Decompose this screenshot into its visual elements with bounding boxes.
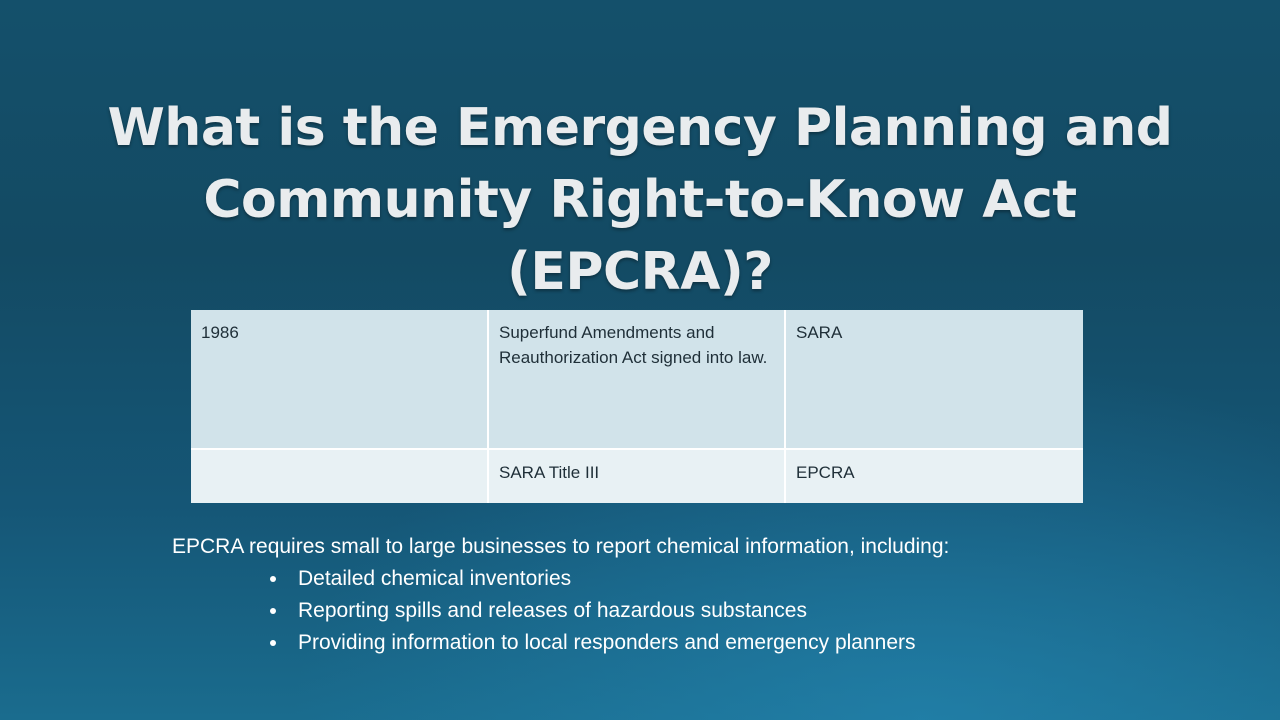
sara-epcra-table (191, 310, 1083, 503)
bullet-list (172, 563, 1172, 659)
title-line-2: Community Right-to-Know Act (203, 170, 1077, 230)
table-row (191, 310, 1083, 449)
bullet-icon (270, 608, 276, 614)
table-cell-year: 1986 (191, 310, 488, 449)
slide-title (90, 92, 1190, 308)
table-cell-title: SARA Title III (488, 449, 785, 503)
table-cell-acronym: EPCRA (785, 449, 1083, 503)
list-item-text: Providing information to local responders and emergency planners (298, 631, 916, 654)
intro-paragraph: EPCRA requires small to large businesses to report chemical information, including: (172, 535, 950, 558)
table-cell-acronym: SARA (785, 310, 1083, 449)
list-item (268, 627, 1172, 659)
list-item-text: Reporting spills and releases of hazardous substances (298, 599, 807, 622)
list-item-text: Detailed chemical inventories (298, 567, 572, 590)
bullet-icon (270, 576, 276, 582)
table-cell-description: Superfund Amendments and Reauthorization Act signed into law. (488, 310, 785, 449)
body-text (172, 531, 1172, 659)
list-item (268, 595, 1172, 627)
title-line-1: What is the Emergency Planning and (107, 98, 1173, 158)
title-line-3: (EPCRA)? (507, 242, 773, 302)
table-row (191, 449, 1083, 503)
list-item (268, 563, 1172, 595)
table-cell-empty (191, 449, 488, 503)
bullet-icon (270, 640, 276, 646)
